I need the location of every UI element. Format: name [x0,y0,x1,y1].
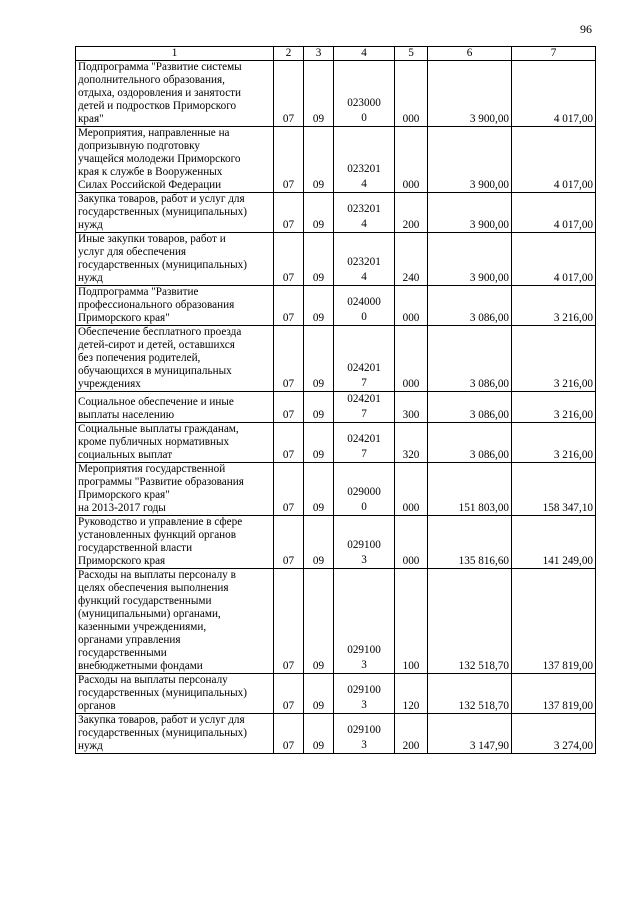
row-name-line: кроме публичных нормативных [78,436,230,448]
amount-year-1: 132 518,70 [428,569,512,674]
row-name-line: дополнительного образования, [78,74,225,86]
row-name [76,326,274,392]
row-name [76,61,274,127]
target-article-code-part: 029100 [347,724,381,736]
table-row [76,569,596,674]
row-name-line: Подпрограмма "Развитие системы [78,61,242,73]
section-code: 07 [274,463,304,516]
row-name [76,569,274,674]
amount-year-2: 3 216,00 [512,392,596,423]
row-name-line: государственных (муниципальных) [78,259,247,271]
target-article-code-part: 024201 [347,362,381,374]
budget-table [75,46,596,754]
section-code: 07 [274,392,304,423]
row-name [76,423,274,463]
amount-year-2: 4 017,00 [512,193,596,233]
expense-type-code: 320 [395,423,428,463]
row-name-line: Закупка товаров, работ и услуг для [78,193,245,205]
amount-year-1: 135 816,60 [428,516,512,569]
row-name-line: края к службе в Вооруженных [78,166,223,178]
amount-year-1: 3 086,00 [428,423,512,463]
target-article-code-part: 4 [361,178,367,190]
subsection-code: 09 [304,463,334,516]
expense-type-code: 100 [395,569,428,674]
row-name-line: Мероприятия, направленные на [78,127,230,139]
row-name-line: государственных (муниципальных) [78,687,247,699]
subsection-code: 09 [304,569,334,674]
amount-year-1: 3 900,00 [428,193,512,233]
target-article-code-part: 023201 [347,203,381,215]
table-row [76,61,596,127]
section-code: 07 [274,233,304,286]
amount-year-2: 4 017,00 [512,127,596,193]
target-article-code-part: 023201 [347,163,381,175]
expense-type-code: 000 [395,127,428,193]
target-article-code [334,392,395,423]
expense-type-code: 000 [395,516,428,569]
target-article-code [334,127,395,193]
target-article-code-part: 7 [361,377,367,389]
table-row [76,463,596,516]
row-name-line: нужд [78,219,103,231]
subsection-code: 09 [304,423,334,463]
amount-year-1: 3 086,00 [428,326,512,392]
row-name-line: профессионального образования [78,299,235,311]
amount-year-2: 158 347,10 [512,463,596,516]
header-cell-6: 6 [428,47,512,61]
amount-year-1: 3 147,90 [428,714,512,754]
amount-year-1: 132 518,70 [428,674,512,714]
row-name-line: выплаты населению [78,409,175,421]
subsection-code: 09 [304,392,334,423]
header-cell-5: 5 [395,47,428,61]
target-article-code-part: 3 [361,699,367,711]
table-header-row [76,47,596,61]
amount-year-2: 137 819,00 [512,674,596,714]
table-row [76,423,596,463]
row-name-line: отдыха, оздоровления и занятости [78,87,242,99]
row-name-line: детей и подростков Приморского [78,100,237,112]
row-name-line: социальных выплат [78,449,173,461]
subsection-code: 09 [304,326,334,392]
amount-year-1: 3 086,00 [428,392,512,423]
subsection-code: 09 [304,516,334,569]
target-article-code [334,423,395,463]
section-code: 07 [274,326,304,392]
target-article-code-part: 7 [361,408,367,420]
target-article-code-part: 0 [361,311,367,323]
target-article-code-part: 3 [361,739,367,751]
row-name-line: нужд [78,740,103,752]
subsection-code: 09 [304,286,334,326]
amount-year-1: 3 900,00 [428,61,512,127]
target-article-code-part: 029100 [347,539,381,551]
header-cell-7: 7 [512,47,596,61]
target-article-code-part: 023000 [347,97,381,109]
row-name-line: функций государственными [78,595,212,607]
table-row [76,233,596,286]
expense-type-code: 200 [395,193,428,233]
section-code: 07 [274,61,304,127]
expense-type-code: 240 [395,233,428,286]
amount-year-1: 3 900,00 [428,127,512,193]
row-name-line: государственных (муниципальных) [78,206,247,218]
row-name-line: органами управления [78,634,181,646]
table-row [76,127,596,193]
target-article-code [334,286,395,326]
row-name-line: допризывную подготовку [78,140,201,152]
subsection-code: 09 [304,61,334,127]
target-article-code [334,61,395,127]
amount-year-1: 3 086,00 [428,286,512,326]
target-article-code [334,463,395,516]
subsection-code: 09 [304,193,334,233]
target-article-code-part: 024201 [347,433,381,445]
row-name [76,127,274,193]
row-name-line: внебюджетными фондами [78,660,203,672]
amount-year-2: 3 216,00 [512,423,596,463]
expense-type-code: 000 [395,326,428,392]
table-row [76,286,596,326]
amount-year-2: 3 216,00 [512,326,596,392]
row-name [76,516,274,569]
row-name-line: Приморского края" [78,489,170,501]
header-cell-2: 2 [274,47,304,61]
row-name [76,286,274,326]
row-name-line: (муниципальными) органами, [78,608,221,620]
target-article-code-part: 024201 [347,393,381,405]
table-row [76,193,596,233]
target-article-code [334,233,395,286]
row-name-line: государственными [78,647,167,659]
row-name-line: детей-сирот и детей, оставшихся [78,339,235,351]
row-name-line: целях обеспечения выполнения [78,582,229,594]
target-article-code [334,569,395,674]
target-article-code-part: 3 [361,554,367,566]
row-name [76,392,274,423]
section-code: 07 [274,569,304,674]
row-name-line: Руководство и управление в сфере [78,516,243,528]
amount-year-1: 3 900,00 [428,233,512,286]
target-article-code-part: 4 [361,218,367,230]
amount-year-2: 4 017,00 [512,233,596,286]
section-code: 07 [274,423,304,463]
expense-type-code: 000 [395,61,428,127]
target-article-code-part: 029100 [347,644,381,656]
section-code: 07 [274,286,304,326]
row-name-line: Иные закупки товаров, работ и [78,233,226,245]
target-article-code-part: 029000 [347,486,381,498]
amount-year-2: 4 017,00 [512,61,596,127]
expense-type-code: 000 [395,463,428,516]
row-name-line: учреждениях [78,378,141,390]
target-article-code-part: 3 [361,659,367,671]
row-name-line: органов [78,700,116,712]
row-name-line: Обеспечение бесплатного проезда [78,326,242,338]
row-name [76,193,274,233]
target-article-code-part: 0 [361,501,367,513]
header-cell-1: 1 [76,47,274,61]
table-row [76,392,596,423]
row-name-line: обучающихся в муниципальных [78,365,232,377]
page-number: 96 [580,22,592,36]
subsection-code: 09 [304,714,334,754]
row-name-line: Расходы на выплаты персоналу [78,674,228,686]
row-name-line: Приморского края [78,555,166,567]
expense-type-code: 200 [395,714,428,754]
row-name [76,463,274,516]
section-code: 07 [274,127,304,193]
amount-year-1: 151 803,00 [428,463,512,516]
row-name-line: программы "Развитие образования [78,476,244,488]
row-name-line: Приморского края" [78,312,170,324]
amount-year-2: 137 819,00 [512,569,596,674]
row-name [76,674,274,714]
target-article-code-part: 0 [361,112,367,124]
target-article-code-part: 024000 [347,296,381,308]
row-name-line: Закупка товаров, работ и услуг для [78,714,245,726]
subsection-code: 09 [304,127,334,193]
row-name-line: Подпрограмма "Развитие [78,286,199,298]
row-name [76,714,274,754]
row-name-line: Социальное обеспечение и иные [78,396,234,408]
subsection-code: 09 [304,674,334,714]
header-cell-4: 4 [334,47,395,61]
section-code: 07 [274,714,304,754]
table-row [76,714,596,754]
row-name-line: края" [78,113,104,125]
table-row [76,674,596,714]
amount-year-2: 141 249,00 [512,516,596,569]
subsection-code: 09 [304,233,334,286]
row-name-line: Расходы на выплаты персоналу в [78,569,236,581]
target-article-code [334,674,395,714]
row-name [76,233,274,286]
table-row [76,516,596,569]
row-name-line: учащейся молодежи Приморского [78,153,241,165]
row-name-line: Мероприятия государственной [78,463,226,475]
header-cell-3: 3 [304,47,334,61]
expense-type-code: 300 [395,392,428,423]
expense-type-code: 000 [395,286,428,326]
row-name-line: Силах Российской Федерации [78,179,222,191]
row-name-line: на 2013-2017 годы [78,502,166,514]
table-body [76,47,596,754]
target-article-code [334,326,395,392]
row-name-line: без попечения родителей, [78,352,201,364]
amount-year-2: 3 216,00 [512,286,596,326]
amount-year-2: 3 274,00 [512,714,596,754]
expense-type-code: 120 [395,674,428,714]
section-code: 07 [274,193,304,233]
row-name-line: государственных (муниципальных) [78,727,247,739]
row-name-line: казенными учреждениями, [78,621,207,633]
target-article-code-part: 4 [361,271,367,283]
row-name-line: нужд [78,272,103,284]
section-code: 07 [274,674,304,714]
table-row [76,326,596,392]
target-article-code-part: 029100 [347,684,381,696]
target-article-code [334,193,395,233]
target-article-code [334,516,395,569]
row-name-line: установленных функций органов [78,529,237,541]
row-name-line: услуг для обеспечения [78,246,187,258]
target-article-code-part: 023201 [347,256,381,268]
target-article-code-part: 7 [361,448,367,460]
target-article-code [334,714,395,754]
section-code: 07 [274,516,304,569]
row-name-line: государственной власти [78,542,193,554]
row-name-line: Социальные выплаты гражданам, [78,423,239,435]
